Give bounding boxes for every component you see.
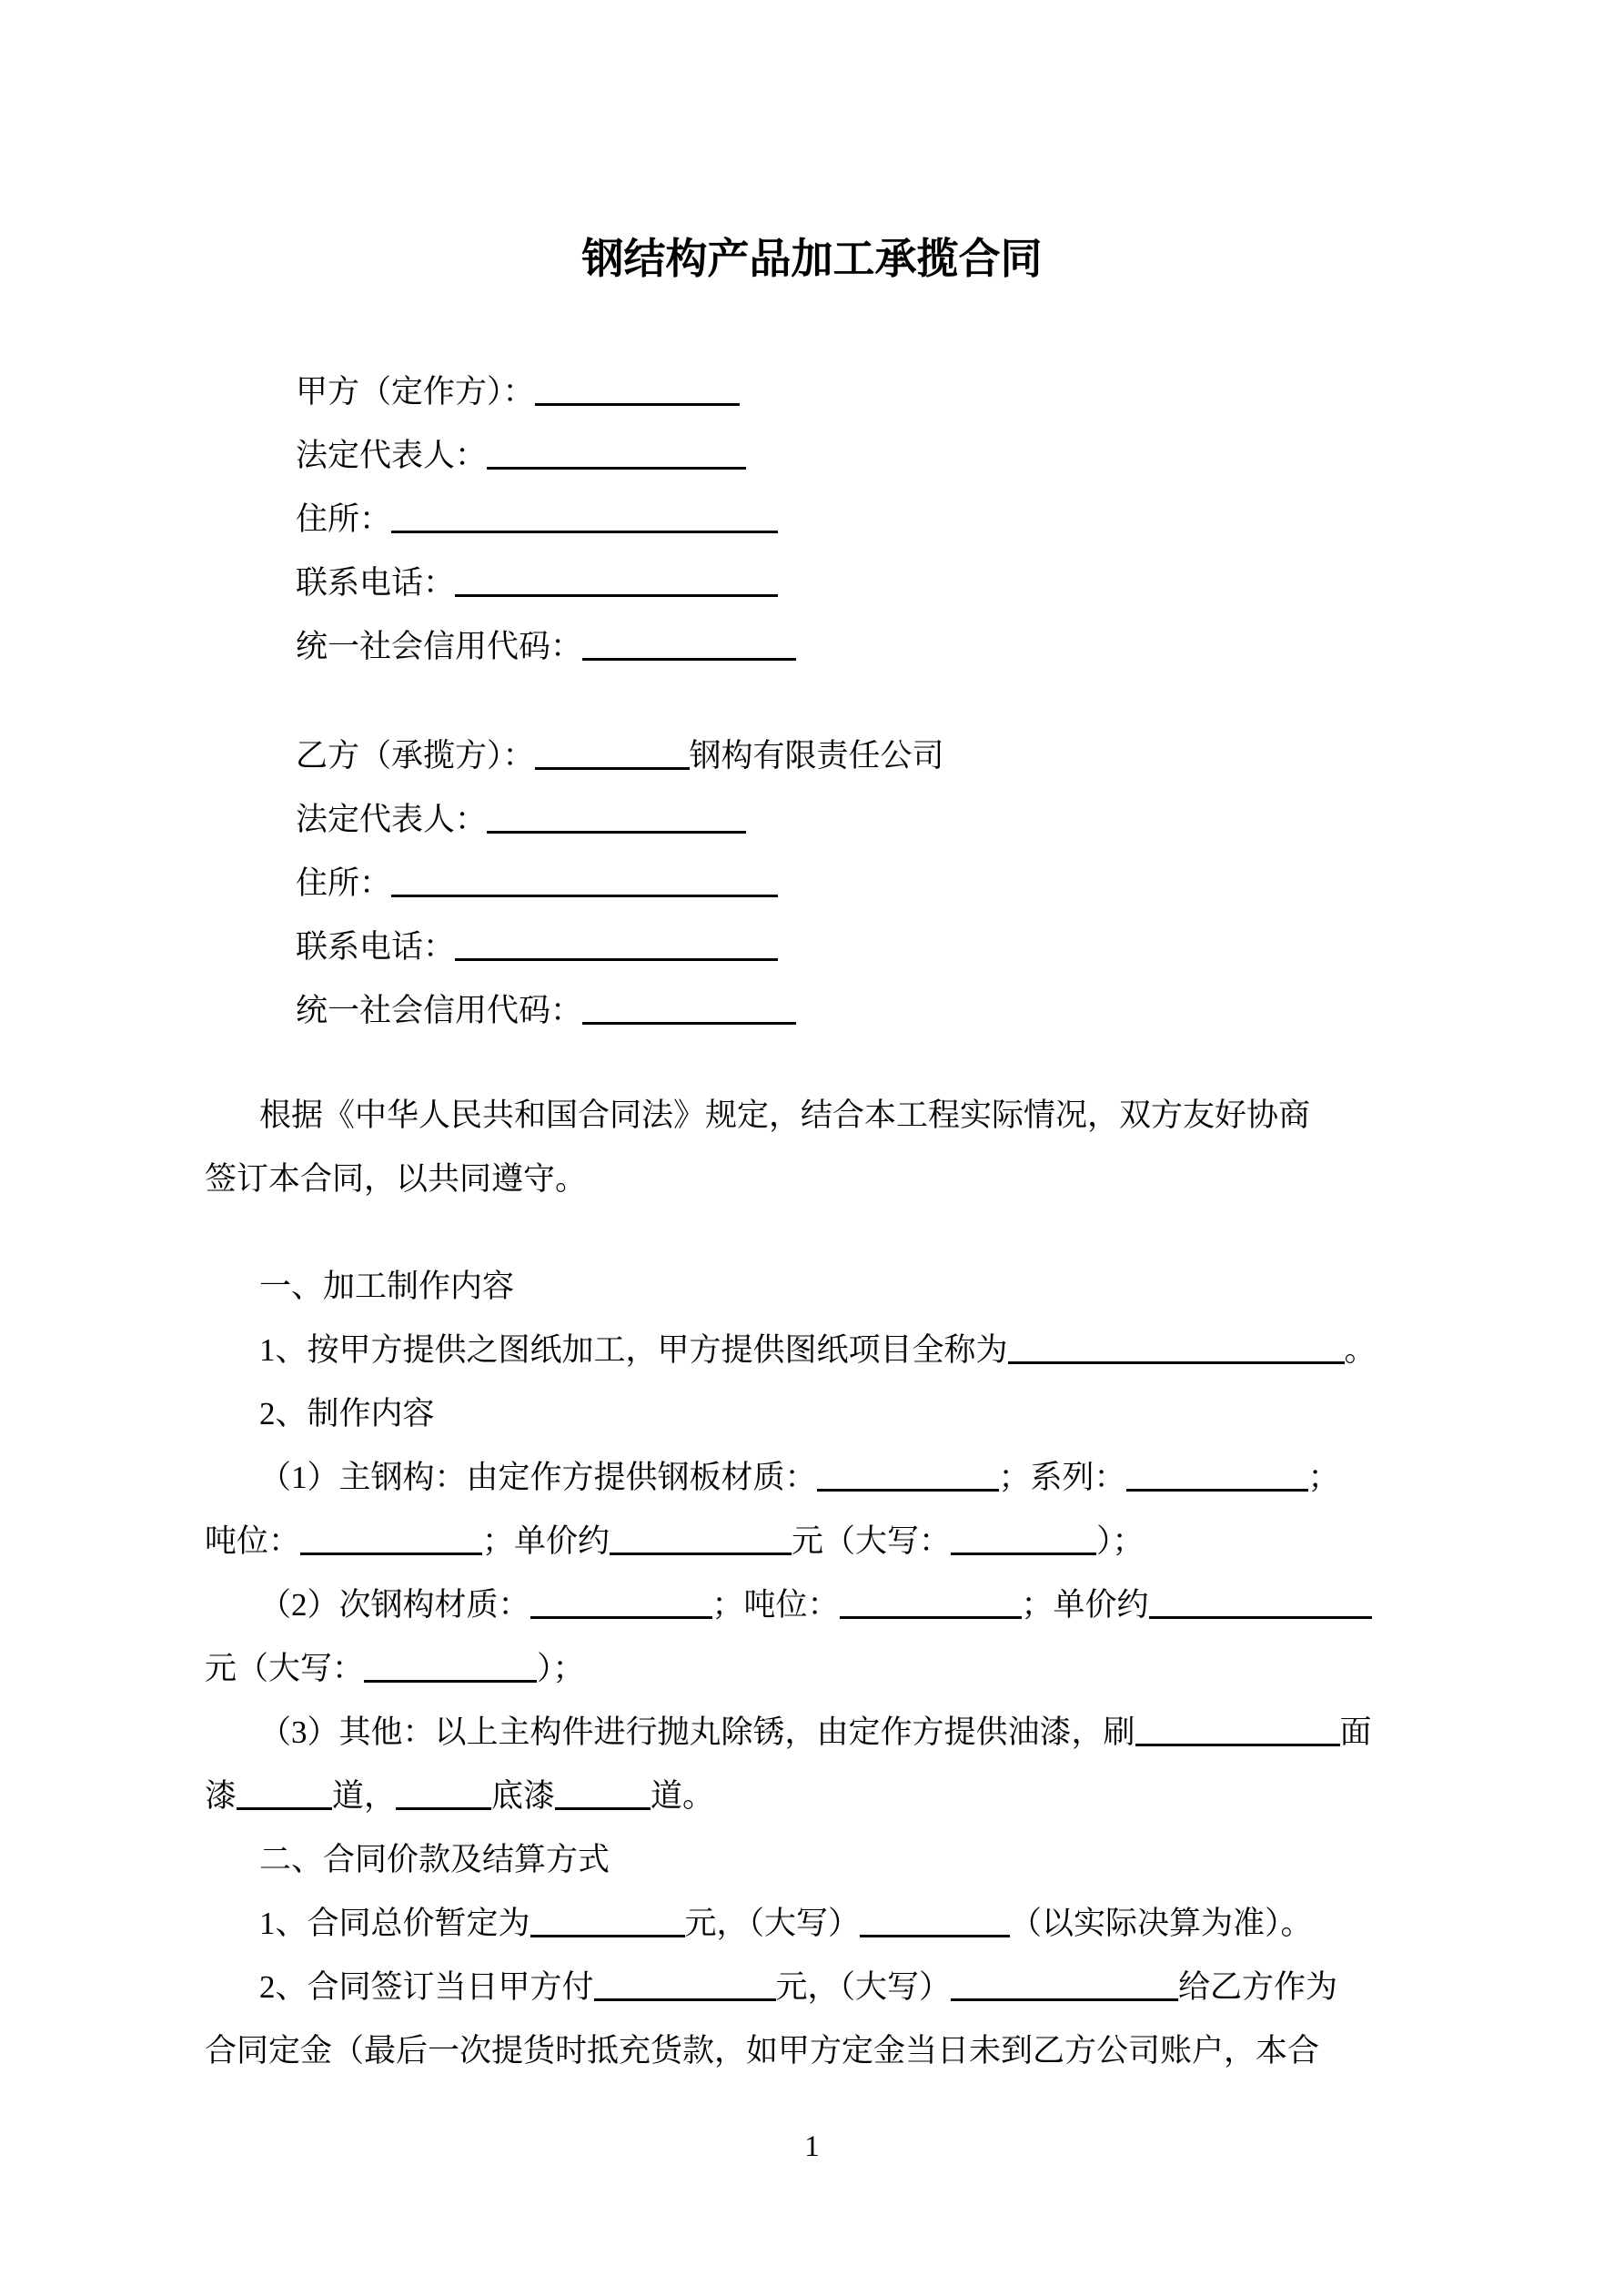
text-run: 1、合同总价暂定为 — [259, 1906, 530, 1941]
blank-underline — [951, 1540, 1096, 1555]
party-b-block — [205, 724, 1406, 1043]
clause-1-2-2a — [205, 1573, 1406, 1637]
text-run: ； — [1307, 1460, 1340, 1495]
text-run: 元（大写： — [205, 1651, 365, 1686]
text-run: 合同定金（最后一次提货时抵充货款，如甲方定金当日未到乙方公司账户，本合 — [205, 2033, 1320, 2068]
party-b-credit-code — [205, 979, 1406, 1043]
text-run: 元（大写： — [792, 1523, 952, 1559]
text-run: 漆 — [205, 1778, 237, 1814]
text-run: 1、按甲方提供之图纸加工，甲方提供图纸项目全称为 — [259, 1332, 1008, 1368]
blank-underline — [455, 946, 778, 961]
text-run: 给乙方作为 — [1178, 1969, 1338, 2005]
blank-underline — [535, 390, 740, 406]
party-a-block — [205, 360, 1406, 679]
clause-1-2-3a — [205, 1701, 1406, 1765]
party-b-name — [205, 724, 1406, 788]
blank-underline — [237, 1795, 332, 1810]
text-run: 根据《中华人民共和国合同法》规定，结合本工程实际情况，双方友好协商 — [259, 1097, 1311, 1133]
blank-underline — [530, 1603, 712, 1619]
blank-underline — [860, 1922, 1010, 1937]
blank-underline — [610, 1540, 792, 1555]
text-run: ；系列： — [998, 1460, 1126, 1495]
text-run: （1）主钢构：由定作方提供钢板材质： — [259, 1460, 817, 1495]
text-run: 2、制作内容 — [259, 1396, 435, 1431]
text-run: 统一社会信用代码： — [296, 993, 583, 1028]
text-run: 统一社会信用代码： — [296, 629, 583, 664]
party-b-phone — [205, 915, 1406, 979]
blank-underline — [487, 454, 746, 470]
text-run: 一、加工制作内容 — [259, 1269, 515, 1304]
text-run: 钢构有限责任公司 — [689, 738, 944, 774]
text-run: 签订本合同，以共同遵守。 — [205, 1161, 588, 1197]
text-run: 。 — [1344, 1332, 1377, 1368]
text-run: 乙方（承揽方）： — [296, 738, 535, 774]
blank-underline — [300, 1540, 482, 1555]
text-run: 二、合同价款及结算方式 — [259, 1842, 610, 1877]
text-run: 2、合同签订当日甲方付 — [259, 1969, 594, 2005]
blank-underline — [455, 582, 778, 597]
text-run: 道， — [332, 1778, 397, 1814]
blank-underline — [391, 518, 778, 533]
party-a-address — [205, 488, 1406, 551]
text-run: ；单价约 — [1021, 1587, 1149, 1623]
clause-2-2a — [205, 1956, 1406, 2019]
text-run: 吨位： — [205, 1523, 301, 1559]
blank-underline — [1135, 1731, 1340, 1746]
blank-underline — [1008, 1349, 1345, 1364]
section-1-heading — [205, 1255, 1406, 1319]
text-run: ）； — [537, 1651, 585, 1686]
blank-underline — [582, 1009, 796, 1025]
text-run: 住所： — [296, 865, 392, 901]
text-run: 道。 — [651, 1778, 715, 1814]
preamble-line-1 — [205, 1084, 1406, 1148]
blank-underline — [555, 1795, 651, 1810]
blank-underline — [364, 1667, 537, 1683]
party-a-legal-rep — [205, 424, 1406, 488]
contract-clauses — [205, 1255, 1406, 2083]
page-number: 1 — [804, 2130, 820, 2163]
clause-2-1 — [205, 1892, 1406, 1956]
party-b-legal-rep — [205, 788, 1406, 852]
contract-content — [0, 360, 1624, 2083]
blank-underline — [487, 818, 746, 834]
text-run: 联系电话： — [296, 565, 456, 601]
blank-underline — [1126, 1476, 1308, 1492]
text-run: 元，（大写） — [684, 1906, 861, 1941]
blank-underline — [391, 882, 778, 897]
text-run: 甲方（定作方）： — [296, 374, 535, 410]
text-run: ；吨位： — [711, 1587, 840, 1623]
preamble — [205, 1084, 1406, 1211]
text-run: 底漆 — [491, 1778, 556, 1814]
text-run: （3）其他：以上主构件进行抛丸除锈，由定作方提供油漆，刷 — [259, 1714, 1135, 1750]
blank-underline — [1149, 1603, 1372, 1619]
clause-1-1 — [205, 1319, 1406, 1382]
clause-1-2-3b — [205, 1765, 1406, 1828]
text-run: （以实际决算为准）。 — [1010, 1906, 1313, 1941]
clause-1-2 — [205, 1382, 1406, 1446]
clause-1-2-1a — [205, 1446, 1406, 1510]
party-a-phone — [205, 551, 1406, 615]
text-run: （2）次钢构材质： — [259, 1587, 530, 1623]
party-a-name — [205, 360, 1406, 424]
blank-underline — [840, 1603, 1022, 1619]
document-title: 钢结构产品加工承揽合同 — [581, 236, 1043, 282]
text-run: 面 — [1339, 1714, 1372, 1750]
text-run: 联系电话： — [296, 929, 456, 965]
blank-underline — [396, 1795, 491, 1810]
blank-underline — [817, 1476, 999, 1492]
clause-1-2-1b — [205, 1510, 1406, 1573]
text-run: ；单价约 — [482, 1523, 610, 1559]
party-b-address — [205, 852, 1406, 915]
blank-underline — [951, 1986, 1178, 2001]
blank-underline — [594, 1986, 776, 2001]
clause-2-2b — [205, 2019, 1406, 2083]
preamble-line-2 — [205, 1148, 1406, 1211]
text-run: ）； — [1096, 1523, 1145, 1559]
blank-underline — [535, 754, 690, 770]
text-run: 元，（大写） — [775, 1969, 952, 2005]
text-run: 法定代表人： — [296, 802, 488, 837]
blank-underline — [582, 645, 796, 661]
party-a-credit-code — [205, 615, 1406, 679]
blank-underline — [530, 1922, 685, 1937]
section-2-heading — [205, 1828, 1406, 1892]
clause-1-2-2b — [205, 1637, 1406, 1701]
text-run: 法定代表人： — [296, 438, 488, 473]
text-run: 住所： — [296, 501, 392, 537]
